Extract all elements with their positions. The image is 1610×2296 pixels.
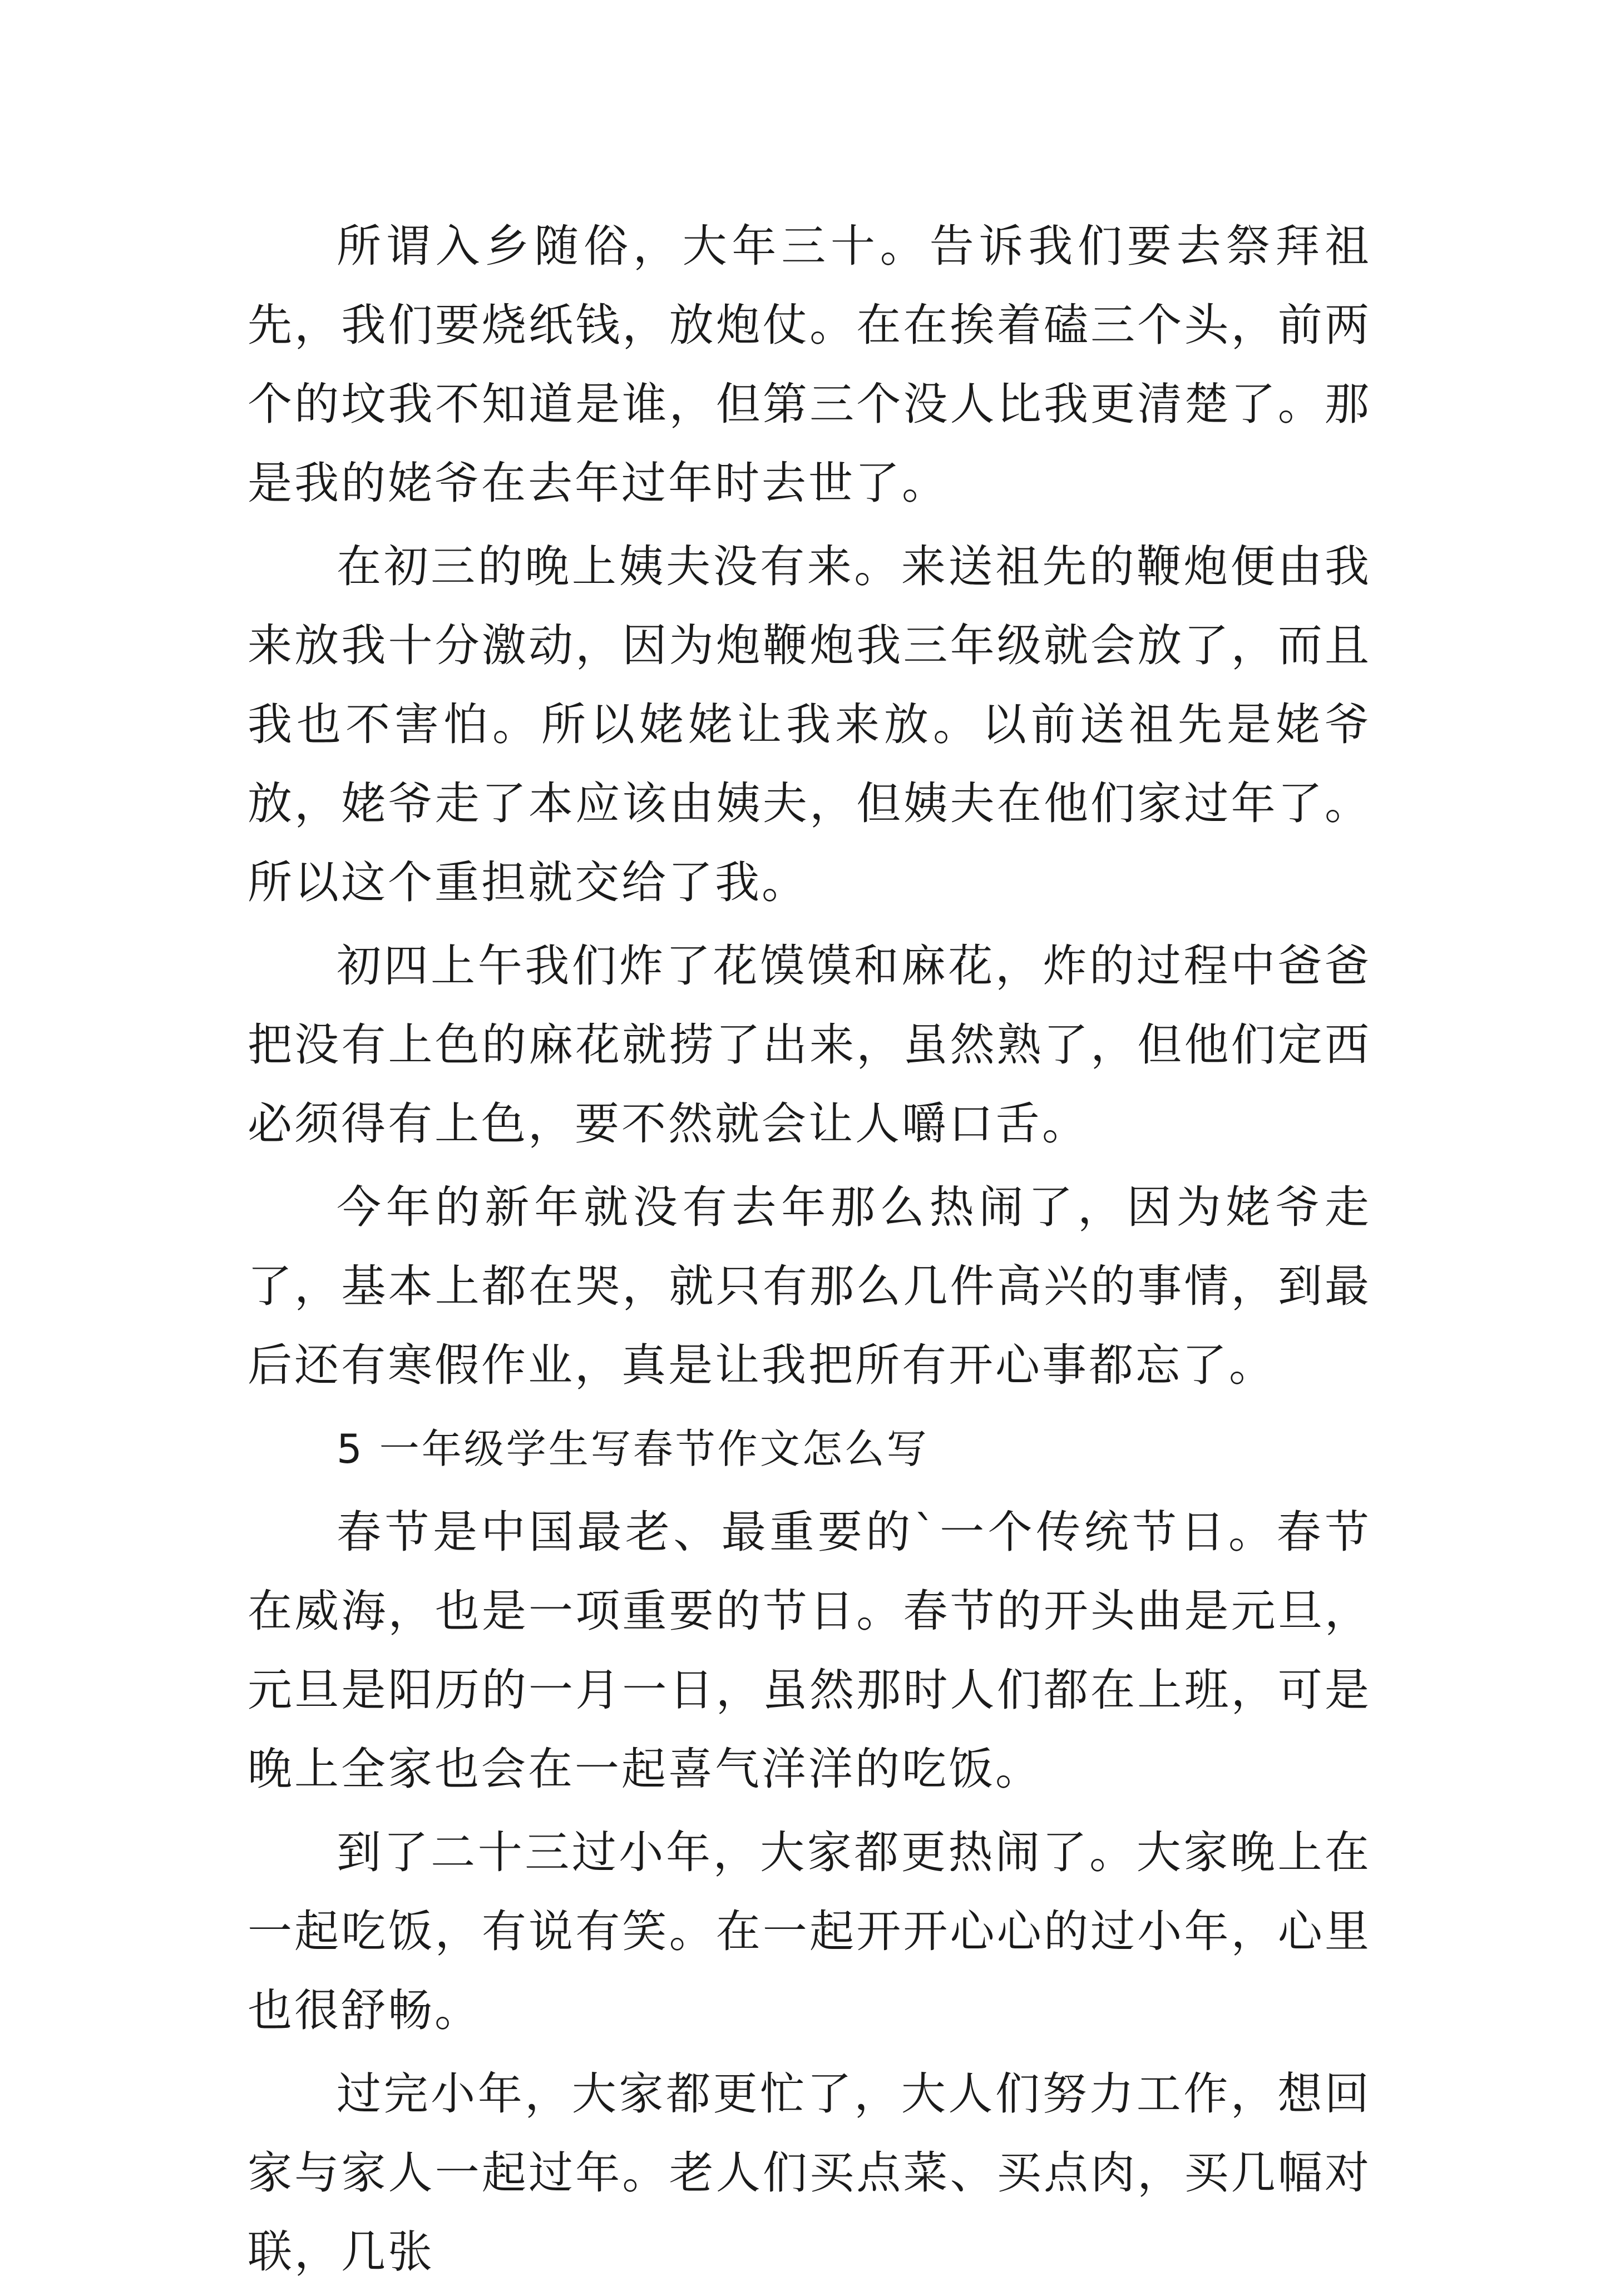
- section-title: 5 一年级学生写春节作文怎么写: [337, 1426, 929, 1472]
- paragraph-firecrackers: 在初三的晚上姨夫没有来。来送祖先的鞭炮便由我来放我十分激动，因为炮鞭炮我三年级就会放了，而且我也不害怕。所以姥姥让我来放。以前送祖先是姥爷放，姥爷走了本应该由姨夫，但姨夫在他们家过年了。所以这个重担就交给了我。: [248, 541, 1371, 908]
- paragraph-new-year-reflection: 今年的新年就没有去年那么热闹了，因为姥爷走了，基本上都在哭，就只有那么几件高兴的事情，到最后还有寒假作业，真是让我把所有开心事都忘了。: [248, 1181, 1371, 1391]
- paragraph-little-new-year: 到了二十三过小年，大家都更热闹了。大家晚上在一起吃饭，有说有笑。在一起开开心心的过小年，心里也很舒畅。: [248, 1827, 1371, 2036]
- paragraph-after-little-new-year: 过完小年，大家都更忙了，大人们努力工作，想回家与家人一起过年。老人们买点菜、买点肉，买几幅对联，几张: [248, 2068, 1371, 2278]
- document-body: [248, 207, 1371, 2296]
- paragraph-fried-dough: 初四上午我们炸了花馍馍和麻花，炸的过程中爸爸把没有上色的麻花就捞了出来，虽然熟了，但他们定西必须得有上色，要不然就会让人嚼口舌。: [248, 940, 1371, 1150]
- paragraph-ancestor-worship: 所谓入乡随俗，大年三十。告诉我们要去祭拜祖先，我们要烧纸钱，放炮仗。在在挨着磕三个头，前两个的坟我不知道是谁，但第三个没人比我更清楚了。那是我的姥爷在去年过年时去世了。: [248, 220, 1371, 509]
- paragraph-spring-festival-intro: 春节是中国最老、最重要的`一个传统节日。春节在威海，也是一项重要的节日。春节的开头曲是元旦，元旦是阳历的一月一日，虽然那时人们都在上班，可是晚上全家也会在一起喜气洋洋的吃饭。: [248, 1506, 1371, 1795]
